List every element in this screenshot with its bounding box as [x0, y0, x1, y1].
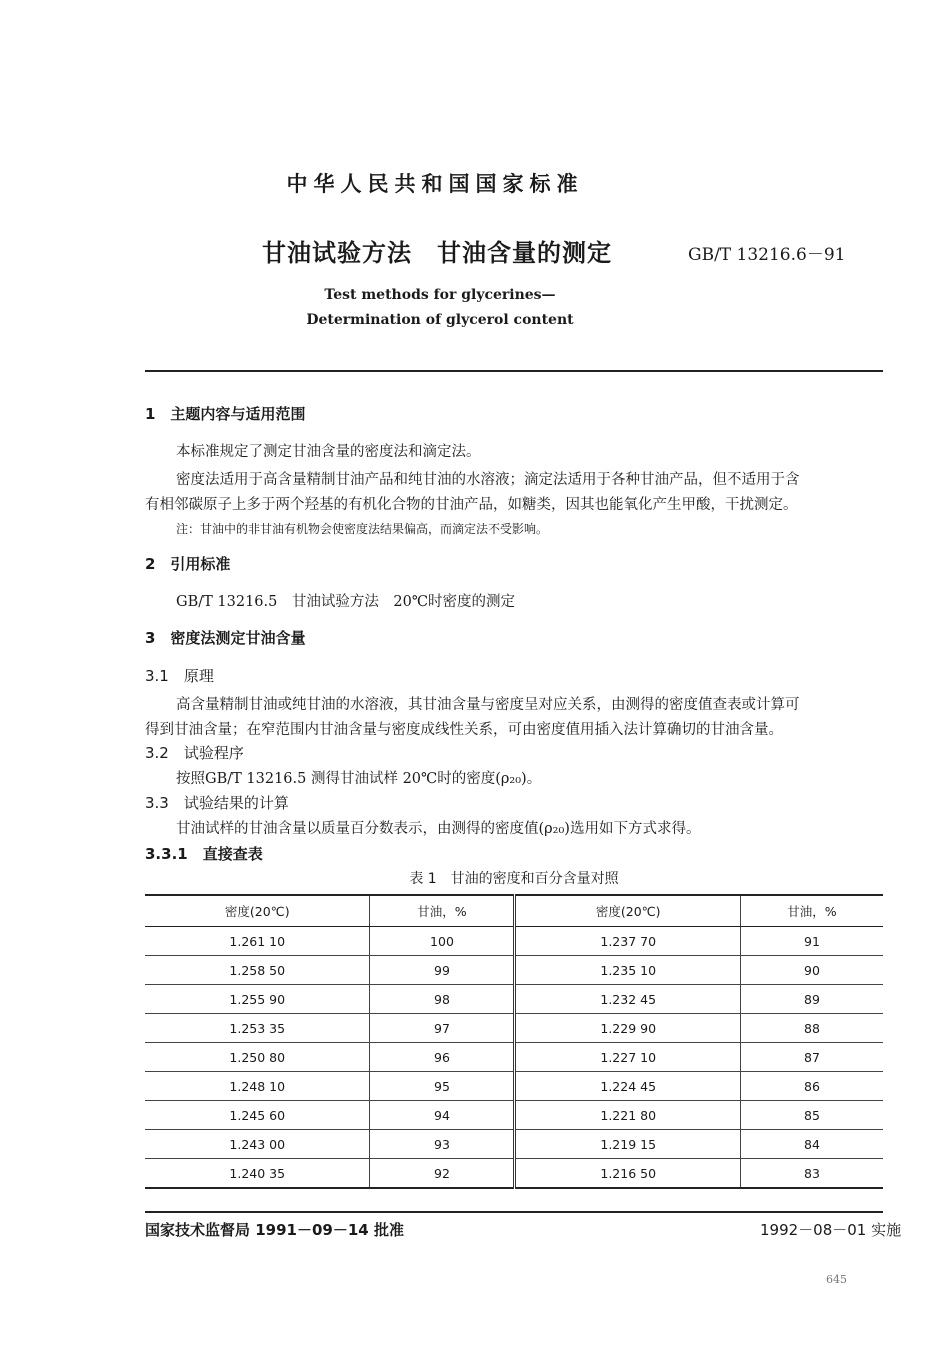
section-1-paragraph-2a: 密度法适用于高含量精制甘油产品和纯甘油的水溶液；滴定法适用于各种甘油产品，但不适用于含 [176, 472, 800, 488]
table-row [145, 985, 883, 1014]
section-1-paragraph-1: 本标准规定了测定甘油含量的密度法和滴定法。 [176, 444, 481, 460]
section-3-2-heading: 3.2 试验程序 [145, 744, 244, 762]
document-title-en-line2: Determination of glycerol content [306, 312, 574, 328]
table-cell: 88 [740, 1014, 883, 1043]
table-cell: 1.237 70 [515, 927, 740, 956]
section-3-1-heading: 3.1 原理 [145, 667, 214, 685]
approval-date: 国家技术监督局 1991－09－14 批准 [145, 1221, 404, 1239]
table-cell: 99 [370, 956, 515, 985]
table-cell: 1.261 10 [145, 927, 370, 956]
document-title-en-line1: Test methods for glycerines— [324, 287, 556, 303]
section-3-heading: 3 密度法测定甘油含量 [145, 629, 306, 647]
table-cell: 1.235 10 [515, 956, 740, 985]
density-glycerol-table [145, 894, 883, 1189]
table-cell: 92 [370, 1159, 515, 1189]
section-3-1-paragraph-2: 得到甘油含量；在窄范围内甘油含量与密度成线性关系，可由密度值用插入法计算确切的甘油含量。 [145, 722, 783, 738]
table-cell: 91 [740, 927, 883, 956]
section-2-heading: 2 引用标准 [145, 555, 231, 573]
table-row [145, 1072, 883, 1101]
implementation-date: 1992－08－01 实施 [760, 1221, 902, 1239]
section-1-paragraph-2b: 有相邻碳原子上多于两个羟基的有机化合物的甘油产品，如糖类，因其也能氧化产生甲酸，干扰测定。 [145, 497, 798, 513]
table-header-row [145, 895, 883, 927]
table-row [145, 956, 883, 985]
section-3-3-paragraph: 甘油试样的甘油含量以质量百分数表示，由测得的密度值(ρ₂₀)选用如下方式求得。 [176, 821, 701, 837]
table-cell: 1.221 80 [515, 1101, 740, 1130]
table-cell: 83 [740, 1159, 883, 1189]
table-row [145, 1043, 883, 1072]
table-cell: 1.216 50 [515, 1159, 740, 1189]
table-cell: 87 [740, 1043, 883, 1072]
table-cell: 85 [740, 1101, 883, 1130]
table-row [145, 1159, 883, 1189]
table-cell: 1.245 60 [145, 1101, 370, 1130]
table-header-glycerol-left: 甘油，% [370, 895, 515, 927]
table-cell: 1.227 10 [515, 1043, 740, 1072]
table-header-density-left: 密度(20℃) [145, 895, 370, 927]
table-header-density-right: 密度(20℃) [515, 895, 740, 927]
standard-number: GB/T 13216.6－91 [688, 245, 846, 265]
table-cell: 1.258 50 [145, 956, 370, 985]
table-cell: 95 [370, 1072, 515, 1101]
table-cell: 94 [370, 1101, 515, 1130]
national-standard-label: 中华人民共和国国家标准 [286, 172, 584, 196]
section-1-note: 注：甘油中的非甘油有机物会使密度法结果偏高，而滴定法不受影响。 [176, 522, 549, 536]
table-cell: 1.240 35 [145, 1159, 370, 1189]
table-cell: 86 [740, 1072, 883, 1101]
table-row [145, 1130, 883, 1159]
table-cell: 1.243 00 [145, 1130, 370, 1159]
table-row [145, 1014, 883, 1043]
table-cell: 1.253 35 [145, 1014, 370, 1043]
table-cell: 1.232 45 [515, 985, 740, 1014]
header-divider [145, 370, 883, 372]
table-cell: 100 [370, 927, 515, 956]
table-cell: 1.224 45 [515, 1072, 740, 1101]
table-cell: 90 [740, 956, 883, 985]
section-3-3-heading: 3.3 试验结果的计算 [145, 794, 289, 812]
document-title-cn: 甘油试验方法 甘油含量的测定 [262, 239, 612, 267]
table-cell: 1.255 90 [145, 985, 370, 1014]
section-2-reference: GB/T 13216.5 甘油试验方法 20℃时密度的测定 [176, 594, 516, 610]
section-3-3-1-heading: 3.3.1 直接查表 [145, 845, 263, 863]
table-cell: 97 [370, 1014, 515, 1043]
table-cell: 1.219 15 [515, 1130, 740, 1159]
table-cell: 1.229 90 [515, 1014, 740, 1043]
footer-divider [145, 1211, 883, 1213]
table-header-glycerol-right: 甘油，% [740, 895, 883, 927]
table-cell: 96 [370, 1043, 515, 1072]
table-cell: 1.250 80 [145, 1043, 370, 1072]
table-row [145, 1101, 883, 1130]
table-cell: 84 [740, 1130, 883, 1159]
table-row [145, 927, 883, 956]
table-cell: 1.248 10 [145, 1072, 370, 1101]
section-3-1-paragraph-1: 高含量精制甘油或纯甘油的水溶液，其甘油含量与密度呈对应关系，由测得的密度值查表或计算可 [176, 697, 800, 713]
page-number: 645 [826, 1273, 847, 1286]
section-1-heading: 1 主题内容与适用范围 [145, 405, 306, 423]
section-3-2-paragraph: 按照GB/T 13216.5 测得甘油试样 20℃时的密度(ρ₂₀)。 [176, 771, 542, 787]
table-cell: 93 [370, 1130, 515, 1159]
table-cell: 98 [370, 985, 515, 1014]
table-caption: 表 1 甘油的密度和百分含量对照 [409, 871, 619, 887]
table-cell: 89 [740, 985, 883, 1014]
